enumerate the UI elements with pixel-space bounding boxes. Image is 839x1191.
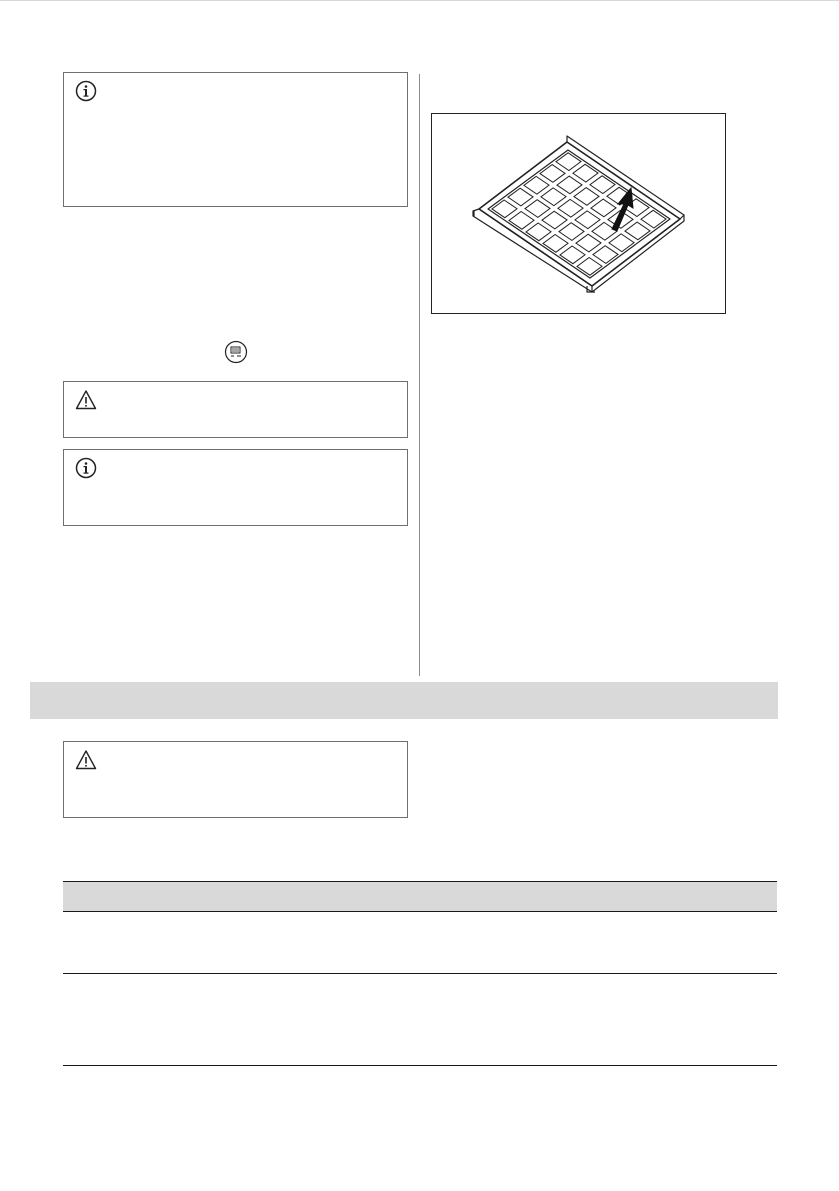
filter-cell <box>542 211 567 229</box>
filter-cell <box>509 211 534 229</box>
table-row-divider <box>63 973 777 974</box>
info-icon <box>75 457 97 479</box>
info-note-2 <box>63 449 408 526</box>
filter-cell <box>559 223 584 241</box>
filter-cell <box>525 200 550 218</box>
filter-cell <box>574 188 599 206</box>
filter-cell <box>575 211 600 229</box>
column-divider <box>419 74 420 676</box>
info-note-1 <box>63 72 408 207</box>
dishwasher-icon <box>224 340 248 364</box>
warning-note-1 <box>63 381 408 438</box>
info-icon <box>75 80 97 102</box>
top-rule <box>0 0 839 1</box>
filter-cell <box>592 222 617 240</box>
filter-cell <box>591 199 616 217</box>
filter-cell <box>543 234 568 252</box>
grease-filter-illustration <box>432 114 725 313</box>
filter-cell <box>590 176 615 194</box>
filter-cell <box>558 199 583 217</box>
table-row-divider <box>63 1065 777 1066</box>
warning-icon <box>75 389 97 411</box>
filter-cell <box>576 234 601 252</box>
filter-cell <box>573 164 598 182</box>
filter-cell <box>541 188 566 206</box>
table-header-row <box>63 881 777 912</box>
filter-cell <box>557 176 582 194</box>
warning-note-2 <box>63 741 408 818</box>
filter-cell <box>560 246 585 264</box>
section-header-bar <box>30 682 778 719</box>
warning-icon <box>75 749 97 771</box>
filter-figure <box>431 113 726 314</box>
filter-cell <box>526 223 551 241</box>
